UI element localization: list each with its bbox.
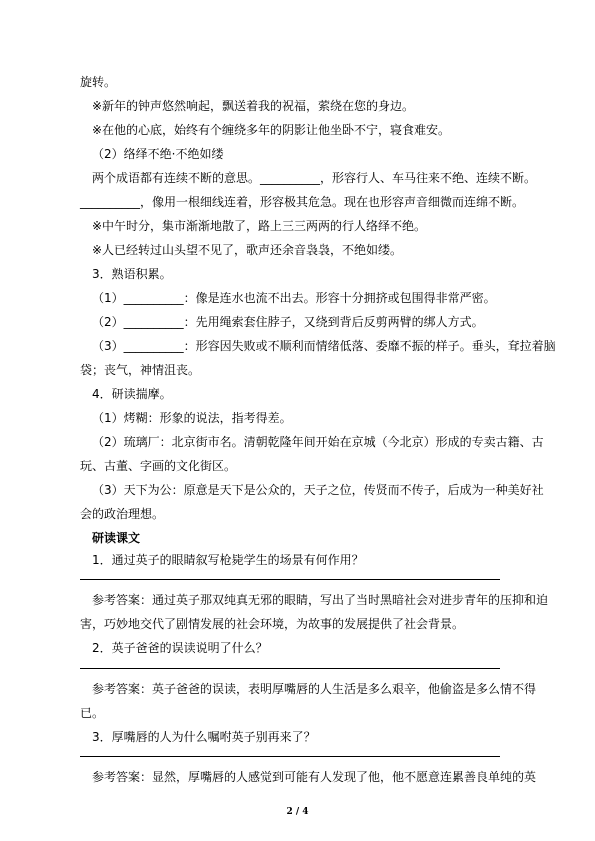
text-line xyxy=(0,410,595,426)
text-line xyxy=(0,266,595,282)
section-heading: 研读课文 xyxy=(92,531,141,545)
line-text: __________，像用一根细线连着，形容极其危急。现在也形容声音细微而连绵不断。 xyxy=(80,195,525,209)
example-sentence: ※人已经转过山头望不见了，歌声还余音袅袅，不绝如缕。 xyxy=(92,243,403,257)
note-item: （2）琉璃厂：北京街市名。清朝乾隆年间开始在京城（今北京）形成的专卖古籍、古 xyxy=(92,435,544,449)
text-line xyxy=(0,338,595,354)
text-line xyxy=(0,74,595,90)
question: 2．英子爸爸的误读说明了什么？ xyxy=(92,641,268,655)
text-line xyxy=(0,729,595,745)
example-sentence: ※新年的钟声悠然响起，飘送着我的祝福，萦绕在您的身边。 xyxy=(92,99,415,113)
section-item: 4．研读揣摩。 xyxy=(92,387,172,401)
text-line xyxy=(0,122,595,138)
text-line xyxy=(0,616,595,632)
text-line xyxy=(0,640,595,656)
text-line xyxy=(0,506,595,522)
reference-answer: 参考答案：显然，厚嘴唇的人感觉到可能有人发现了他，他不愿意连累善良单纯的英 xyxy=(92,770,537,784)
text-line xyxy=(0,681,595,697)
reference-answer: 参考答案：英子爸爸的误读，表明厚嘴唇的人生活是多么艰辛，他偷盗是多么情不得 xyxy=(92,682,537,696)
sub-heading: （2）络绎不绝·不绝如缕 xyxy=(92,147,224,161)
text-line xyxy=(0,705,595,721)
text-line xyxy=(0,769,595,785)
idiom-item: （1）__________：像是连水也流不出去。形容十分拥挤或包围得非常严密。 xyxy=(92,291,496,305)
text-line xyxy=(0,482,595,498)
idiom-item: （2）__________：先用绳索套住脖子，又绕到背后反剪两臂的绑人方式。 xyxy=(92,315,484,329)
line-text: 两个成语都有连续不断的意思。__________，形容行人、车马往来不绝、连续不断。 xyxy=(92,171,537,185)
note-item: （1）烤糊：形象的说法，指考得差。 xyxy=(92,411,292,425)
text-line xyxy=(0,314,595,330)
example-sentence: ※在他的心底，始终有个缠绕多年的阴影让他坐卧不宁，寝食难安。 xyxy=(92,123,451,137)
text-line xyxy=(0,170,595,186)
line-text: 害，巧妙地交代了剧情发展的社会环境，为故事的发展提供了社会背景。 xyxy=(80,617,465,631)
text-line xyxy=(0,458,595,474)
question: 1．通过英子的眼睛叙写枪毙学生的场景有何作用？ xyxy=(92,553,364,567)
text-line xyxy=(0,242,595,258)
question: 3．厚嘴唇的人为什么嘱咐英子别再来了？ xyxy=(92,730,316,744)
example-sentence: ※中午时分，集市渐渐地散了，路上三三两两的行人络绎不绝。 xyxy=(92,219,427,233)
line-text: 会的政治理想。 xyxy=(80,507,165,521)
answer-line[interactable] xyxy=(80,756,500,757)
text-line xyxy=(0,218,595,234)
line-text: 袋；丧气，神情沮丧。 xyxy=(80,363,201,377)
idiom-item: （3）__________：形容因失败或不顺利而情绪低落、委靡不振的样子。垂头，耷拉着脑 xyxy=(92,339,556,353)
text-line xyxy=(0,552,595,568)
text-line xyxy=(0,290,595,306)
text-line xyxy=(0,98,595,114)
text-line xyxy=(0,146,595,162)
line-text: 玩、古董、字画的文化街区。 xyxy=(80,459,237,473)
text-line xyxy=(0,434,595,450)
note-item: （3）天下为公：原意是天下是公众的，天子之位，传贤而不传子，后成为一种美好社 xyxy=(92,483,544,497)
answer-line[interactable] xyxy=(80,668,500,669)
text-line xyxy=(0,386,595,402)
text-line xyxy=(0,194,595,210)
text-line xyxy=(0,362,595,378)
text-line xyxy=(0,592,595,608)
reference-answer: 参考答案：通过英子那双纯真无邪的眼睛，写出了当时黑暗社会对进步青年的压抑和迫 xyxy=(92,593,549,607)
page-number: 2 / 4 xyxy=(286,807,309,817)
answer-line[interactable] xyxy=(80,579,500,580)
line-text: 旋转。 xyxy=(80,75,117,89)
section-item: 3．熟语积累。 xyxy=(92,267,172,281)
text-line xyxy=(0,530,595,546)
line-text: 已。 xyxy=(80,706,105,720)
